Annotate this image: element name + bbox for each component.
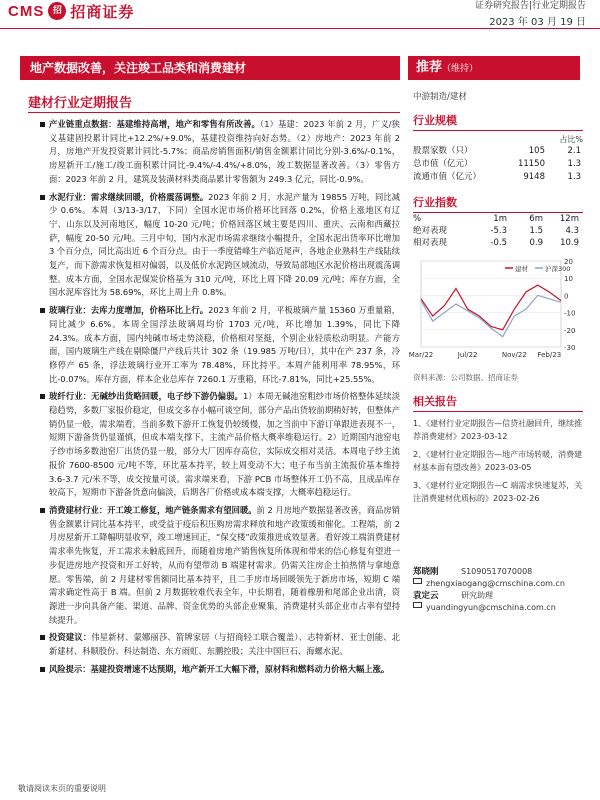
- y-tick-label: -10: [564, 309, 576, 318]
- report-subtitle: 建材行业定期报告: [28, 96, 133, 111]
- footer-note: 敬请阅读末页的重要说明: [18, 784, 106, 793]
- paragraph-risk: 风险提示：基建投资增速不达预期，地产新开工大幅下滑，原材料和燃料动力价格大幅上涨。: [40, 663, 400, 677]
- paragraph-fiberglass: 玻纤行业：无碱纱出货略回暖，电子纱下游仍偏弱。1）本周无碱池窑粗纱市场价格整体延续淡稳趋势，多数厂家报价稳定，但成交多存小幅可谈空间，部分产品出货较前期稍好转，但整体产销仍显一般，需求端看，当前多数下游开工恢复仍较缓慢，加之当前中下游订单跟进表现不一，短期下游备货仍显谨慎，但成本端支撑下，主流产品价格大概率维稳运行。2）近期国内池窑电子纱市场多数池窑厂出货仍显一般，部分大厂因库存高位，实际成交相对灵活。本周电子纱主流报价 7600-8500 元/吨不等，环比基本持平，较上周变动不大；电子布当前主流报价基本维持 3.6-3.7 元/米不等，成交按量可谈。需求端来看，下游 PCB 市场整体开工仍不高，且成品库存较高下，短期市下游备货意向偏淡，后期各厂价格或成本端支撑，大概率趋稳运行。: [40, 390, 400, 500]
- scale-heading: 行业规模: [413, 112, 583, 131]
- mail-icon: [413, 602, 422, 608]
- paragraph-glass: 玻璃行业：去库力度增加，价格环比上行。2023 年前 2 月，平板玻璃产量 15360 万重量箱，同比减少 6.6%。本周全国浮法玻璃周均价 1703 元/吨，环比增加 1.39%，同比下降 24.3%。成本方面，国内纯碱市场走势淡稳，价格相对坚挺，个别企业轻质松动明显。产能方面，国内玻璃生产线在剔除僵尸产线后共计 302 条（19.985 万吨/日），其中在产 237 条，冷修停产 65 条，浮法玻璃行业开工率为 78.48%，环比持平。本周产能利用率 78.95%，环比-0.07%。库存方面，样本企业总库存 7260.1 万重箱，环比-7.81%，同比+25.55%。: [40, 304, 400, 386]
- report-type: 证券研究报告|行业定期报告: [474, 1, 586, 11]
- logo-cms: CMS: [8, 2, 45, 20]
- square-bullet-icon: [40, 122, 45, 127]
- square-bullet-icon: [40, 308, 45, 313]
- scale-unit: 占比%: [559, 135, 583, 144]
- x-tick-label: Feb/23: [537, 351, 562, 359]
- x-tick-label: Jul/22: [457, 351, 478, 359]
- series-line-1: [421, 295, 561, 336]
- sidebar: [408, 90, 583, 511]
- y-tick-label: 20: [564, 258, 573, 266]
- legend-label: 建材: [515, 265, 528, 273]
- y-tick-label: 0: [564, 292, 569, 301]
- report-header: [0, 0, 600, 40]
- paragraph-chain-data: 产业链重点数据：基建维持高增，地产和零售有所改善。（1）基建：2023 年前 2 月，广义/狭义基建固投累计同比+12.2%/+9.0%，基建投资维持向好态势。（2）房地产：2023 年前 2 月，房地产开发投资累计同比-5.7%；商品房销售面积/销售金额累计同比分别-3.6%/-0.1%，房屋新开工/施工/竣工面积累计同比-9.4%/-4.4%/+8.0%，竣工数据显著改善。（3）零售方面：2023 年前 2 月，建筑及装潢材料类商品累计零售额为 249.3 亿元，同比-0.9%。: [40, 118, 400, 187]
- series-line-0: [421, 285, 561, 330]
- square-bullet-icon: [40, 394, 45, 399]
- index-performance-chart: [408, 255, 583, 383]
- scale-row: 总市值（亿元） 11150 1.3: [413, 159, 581, 169]
- rating-badge: [408, 56, 580, 80]
- square-bullet-icon: [40, 667, 45, 672]
- related-reports-list: [413, 418, 583, 505]
- scale-row: 股票家数（只） 105 2.1: [413, 146, 581, 156]
- report-date: 2023 年 03 月 19 日: [489, 17, 586, 28]
- logo-emblem-icon: 招: [48, 2, 66, 20]
- chart-svg: [408, 255, 583, 367]
- chart-source: 资料来源：公司数据、招商证券: [413, 373, 518, 382]
- square-bullet-icon: [40, 195, 45, 200]
- broker-logo: [8, 0, 134, 22]
- y-tick-label: -30: [564, 344, 576, 352]
- related-heading: 相关报告: [413, 393, 583, 412]
- analyst-block: [413, 566, 583, 614]
- paragraph-cement: 水泥行业：需求继续回暖，价格震荡调整。2023 年前 2 月，水泥产量为 19855 万吨，同比减少 0.6%。本周（3/13-3/17，下同）全国水泥市场价格环比回落 0.2%，价格上涨地区有辽宁、山东以及河南地区，幅度 10-20 元/吨；价格回落区域主要是四川、重庆、云南和西藏拉萨，幅度 20-50 元/吨。三月中旬，国内水泥市场需求继续小幅提升，全国水泥出货率环比增加 3 个百分点，同比高出近 6 个百分点。由于一季度错峰生产临近尾声，各地企业熟料生产线陆续复产，而下游需求恢复相对偏弱，以及低价水泥跨区域流动，导致局部地区水泥价格出现震荡调整。成本方面，全国水泥煤炭价格基为 310 元/吨，环比上周下降 20.09 元/吨；库存方面，全国水泥库容比为 58.69%，环比上周上升 0.8%。: [40, 191, 400, 301]
- index-table-header: % 1m 6m 12m: [413, 214, 579, 224]
- rating-label: 推荐: [416, 60, 443, 75]
- logo-chinese-name: 招商证券: [70, 2, 135, 21]
- analyst-row: 袁定云 研究助理: [413, 591, 493, 601]
- subtitle-rule: [28, 112, 400, 113]
- x-tick-label: Nov/22: [501, 351, 527, 359]
- header-rule: [0, 28, 600, 29]
- mail-icon: [413, 578, 422, 584]
- index-heading: 行业指数: [413, 194, 583, 213]
- related-report-link[interactable]: 3、《建材行业定期报告—C 端需求快速复苏，关注消费建材优质标的》2023-02-26: [413, 481, 583, 503]
- analyst-email-row[interactable]: yuandingyun@cmschina.com.cn: [413, 602, 583, 614]
- paragraph-consumer-materials: 消费建材行业：开工竣工修复，地产链条需求有望回暖。前 2 月房地产数据显著改善，商品房销售金额累计同比基本持平，或受益于疫后积压购房需求释放和地产政策缓和催化。工程端，前 2 月房屋新开工降幅明显收窄，竣工增速回正，“保交楼”政策推进成效显著。看好竣工端消费建材需求率先恢复，开工需求未触底回升，而随着房地产销售恢复所体现和带来的信心修复有望进一步促进房地产投资和开工好转，从而有望带动 B 端建材需求。仍需关注房企土拍热情与拿地意愿。零售端，前 2 月建材零售额同比基本持平，且二手房市场回暖领先于新房市场，短期 C 端需求确定性高于 B 端。但前 2 月数据较难代表全年，中长期看，随着橡册和尾部企业出清，资源进一步向具备产能、渠道、品牌、资金优势的头部企业聚集，消费建材头部企业市占率有望持续提升。: [40, 504, 400, 627]
- index-row-absolute: 绝对表现 -5.3 1.5 4.3: [413, 226, 579, 236]
- main-body: [40, 118, 400, 680]
- square-bullet-icon: [40, 635, 45, 640]
- rating-qualifier: （维持）: [442, 64, 479, 74]
- related-report-link[interactable]: 2、《建材行业定期报告—地产市场转暖，消费建材基本面有望改善》2023-03-05: [413, 450, 583, 472]
- legend-label: 沪深300: [545, 265, 571, 273]
- plot-frame: [421, 261, 561, 347]
- paragraph-investment-advice: 投资建议：伟星新材、蒙娜丽莎、箭牌家居（与招商轻工联合覆盖）、志特新材、亚士创能、北新建材、科顺股份、科达制造、东方雨虹、东鹏控股；关注中国巨石、海螺水泥。: [40, 631, 400, 658]
- x-tick-label: Mar/22: [408, 351, 434, 359]
- y-tick-label: -20: [564, 326, 576, 335]
- y-tick-label: 10: [564, 275, 573, 284]
- related-report-link[interactable]: 1、《建材行业定期报告—信贷社融回升，继续推荐消费建材》2023-03-12: [413, 419, 583, 441]
- report-title: 地产数据改善，关注竣工品类和消费建材: [20, 56, 400, 80]
- analyst-row: 郑晓刚 S1090517070008: [413, 567, 533, 577]
- square-bullet-icon: [40, 508, 45, 513]
- index-row-relative: 相对表现 -0.5 0.9 10.9: [413, 238, 579, 248]
- analyst-email-row[interactable]: zhengxiaogang@cmschina.com.cn: [413, 578, 583, 590]
- scale-row: 流通市值（亿元） 9148 1.3: [413, 172, 581, 182]
- industry-label: 中游制造/建材: [413, 92, 467, 102]
